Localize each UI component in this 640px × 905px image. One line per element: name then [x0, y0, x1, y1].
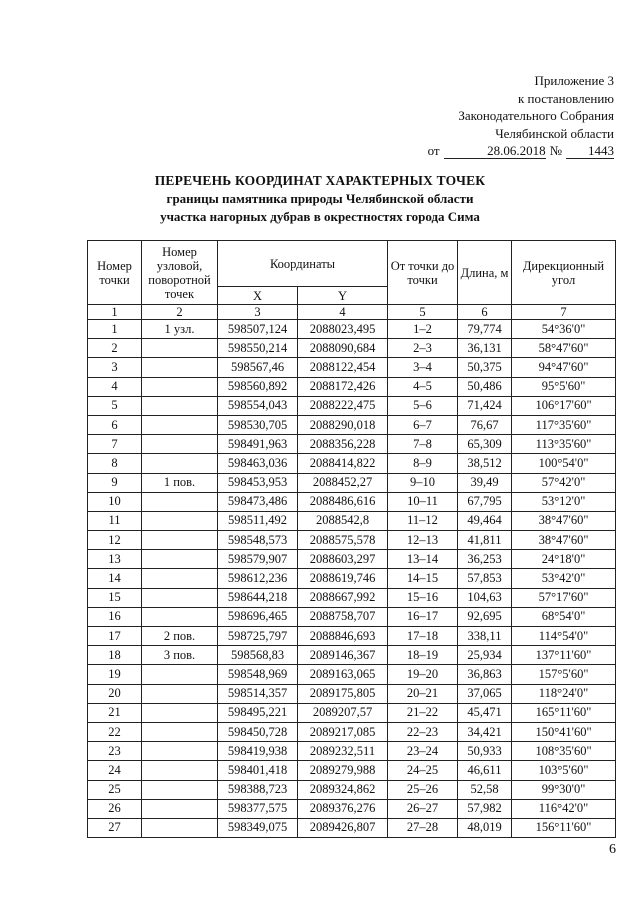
cell-length: 67,795 [458, 492, 512, 511]
cell-node-number [142, 761, 218, 780]
cell-point-number: 12 [88, 531, 142, 550]
cell-x: 598644,218 [218, 588, 298, 607]
cell-angle: 108°35'60" [512, 742, 616, 761]
cell-node-number [142, 415, 218, 434]
cell-length: 104,63 [458, 588, 512, 607]
cell-length: 92,695 [458, 607, 512, 626]
cell-x: 598548,969 [218, 665, 298, 684]
cell-length: 41,811 [458, 531, 512, 550]
cell-angle: 53°42'0" [512, 569, 616, 588]
cell-node-number [142, 799, 218, 818]
cell-x: 598450,728 [218, 722, 298, 741]
table-row [88, 377, 616, 396]
cell-length: 34,421 [458, 722, 512, 741]
cell-from-to: 9–10 [388, 473, 458, 492]
cell-point-number: 10 [88, 492, 142, 511]
cell-x: 598495,221 [218, 703, 298, 722]
cell-point-number: 26 [88, 799, 142, 818]
cell-from-to: 8–9 [388, 454, 458, 473]
cell-angle: 165°11'60" [512, 703, 616, 722]
cell-point-number: 7 [88, 435, 142, 454]
cell-length: 25,934 [458, 646, 512, 665]
cell-point-number: 6 [88, 415, 142, 434]
cell-length: 50,486 [458, 377, 512, 396]
column-number: 5 [388, 305, 458, 320]
cell-angle: 113°35'60" [512, 435, 616, 454]
cell-node-number [142, 377, 218, 396]
table-row [88, 511, 616, 530]
cell-length: 52,58 [458, 780, 512, 799]
column-number: 7 [512, 305, 616, 320]
cell-point-number: 15 [88, 588, 142, 607]
cell-from-to: 22–23 [388, 722, 458, 741]
cell-angle: 24°18'0" [512, 550, 616, 569]
cell-node-number [142, 454, 218, 473]
cell-point-number: 4 [88, 377, 142, 396]
cell-y: 2088414,822 [298, 454, 388, 473]
cell-from-to: 6–7 [388, 415, 458, 434]
cell-from-to: 15–16 [388, 588, 458, 607]
column-number: 1 [88, 305, 142, 320]
cell-node-number: 1 узл. [142, 320, 218, 339]
cell-point-number: 5 [88, 396, 142, 415]
cell-point-number: 18 [88, 646, 142, 665]
cell-point-number: 11 [88, 511, 142, 530]
cell-y: 2089232,511 [298, 742, 388, 761]
cell-node-number [142, 780, 218, 799]
cell-x: 598530,705 [218, 415, 298, 434]
cell-point-number: 9 [88, 473, 142, 492]
cell-x: 598554,043 [218, 396, 298, 415]
table-row [88, 818, 616, 837]
cell-node-number [142, 492, 218, 511]
table-row [88, 569, 616, 588]
appendix-line-assembly: Законодательного Собрания [458, 108, 614, 123]
cell-angle: 157°5'60" [512, 665, 616, 684]
cell-x: 598560,892 [218, 377, 298, 396]
table-row [88, 550, 616, 569]
cell-y: 2088667,992 [298, 588, 388, 607]
cell-length: 57,982 [458, 799, 512, 818]
cell-point-number: 25 [88, 780, 142, 799]
cell-node-number [142, 531, 218, 550]
table-row [88, 780, 616, 799]
resolution-date: 28.06.2018 [444, 144, 546, 159]
cell-y: 2088122,454 [298, 358, 388, 377]
cell-point-number: 13 [88, 550, 142, 569]
cell-y: 2088619,746 [298, 569, 388, 588]
cell-node-number [142, 607, 218, 626]
appendix-title: Приложение 3 [534, 73, 614, 88]
header-from-to: От точки до точки [388, 241, 458, 305]
cell-node-number [142, 684, 218, 703]
cell-node-number [142, 396, 218, 415]
table-row [88, 396, 616, 415]
cell-from-to: 26–27 [388, 799, 458, 818]
cell-node-number [142, 550, 218, 569]
cell-length: 36,131 [458, 339, 512, 358]
cell-node-number [142, 339, 218, 358]
cell-angle: 106°17'60" [512, 396, 616, 415]
cell-node-number [142, 588, 218, 607]
cell-y: 2089217,085 [298, 722, 388, 741]
cell-y: 2088758,707 [298, 607, 388, 626]
cell-y: 2089279,988 [298, 761, 388, 780]
coordinates-table [87, 240, 616, 838]
cell-from-to: 19–20 [388, 665, 458, 684]
cell-y: 2088222,475 [298, 396, 388, 415]
cell-x: 598568,83 [218, 646, 298, 665]
table-row [88, 339, 616, 358]
cell-angle: 100°54'0" [512, 454, 616, 473]
table-row [88, 607, 616, 626]
cell-x: 598507,124 [218, 320, 298, 339]
cell-length: 76,67 [458, 415, 512, 434]
table-row [88, 415, 616, 434]
cell-from-to: 2–3 [388, 339, 458, 358]
cell-from-to: 14–15 [388, 569, 458, 588]
table-row [88, 454, 616, 473]
cell-y: 2089207,57 [298, 703, 388, 722]
cell-x: 598514,357 [218, 684, 298, 703]
cell-y: 2089146,367 [298, 646, 388, 665]
cell-from-to: 25–26 [388, 780, 458, 799]
cell-point-number: 24 [88, 761, 142, 780]
cell-point-number: 2 [88, 339, 142, 358]
table-row [88, 684, 616, 703]
cell-x: 598349,075 [218, 818, 298, 837]
cell-length: 46,611 [458, 761, 512, 780]
cell-y: 2088575,578 [298, 531, 388, 550]
header-length: Длина, м [458, 241, 512, 305]
header-x: X [218, 287, 298, 305]
from-label: от [427, 143, 440, 158]
cell-x: 598401,418 [218, 761, 298, 780]
cell-x: 598419,938 [218, 742, 298, 761]
cell-from-to: 7–8 [388, 435, 458, 454]
cell-point-number: 19 [88, 665, 142, 684]
cell-from-to: 4–5 [388, 377, 458, 396]
cell-angle: 57°42'0" [512, 473, 616, 492]
cell-x: 598696,465 [218, 607, 298, 626]
cell-angle: 58°47'60" [512, 339, 616, 358]
cell-from-to: 27–28 [388, 818, 458, 837]
cell-length: 36,863 [458, 665, 512, 684]
table-row [88, 703, 616, 722]
cell-point-number: 27 [88, 818, 142, 837]
cell-from-to: 1–2 [388, 320, 458, 339]
cell-point-number: 21 [88, 703, 142, 722]
cell-node-number [142, 358, 218, 377]
cell-y: 2088542,8 [298, 511, 388, 530]
cell-from-to: 10–11 [388, 492, 458, 511]
cell-angle: 116°42'0" [512, 799, 616, 818]
cell-length: 338,11 [458, 627, 512, 646]
cell-length: 45,471 [458, 703, 512, 722]
document-subtitle: границы памятника природы Челябинской области [166, 191, 474, 206]
cell-from-to: 23–24 [388, 742, 458, 761]
resolution-number: 1443 [566, 144, 614, 159]
cell-x: 598473,486 [218, 492, 298, 511]
cell-angle: 156°11'60" [512, 818, 616, 837]
appendix-line-region: Челябинской области [495, 125, 614, 141]
cell-length: 50,375 [458, 358, 512, 377]
table-row [88, 742, 616, 761]
cell-y: 2089324,862 [298, 780, 388, 799]
cell-from-to: 12–13 [388, 531, 458, 550]
cell-length: 48,019 [458, 818, 512, 837]
document-title-block [0, 172, 640, 226]
cell-y: 2088356,228 [298, 435, 388, 454]
cell-point-number: 16 [88, 607, 142, 626]
table-row [88, 646, 616, 665]
cell-angle: 53°12'0" [512, 492, 616, 511]
cell-length: 49,464 [458, 511, 512, 530]
cell-from-to: 13–14 [388, 550, 458, 569]
cell-length: 38,512 [458, 454, 512, 473]
cell-node-number [142, 435, 218, 454]
cell-node-number [142, 665, 218, 684]
cell-angle: 118°24'0" [512, 684, 616, 703]
cell-point-number: 1 [88, 320, 142, 339]
cell-x: 598491,963 [218, 435, 298, 454]
cell-point-number: 8 [88, 454, 142, 473]
column-number-row [88, 305, 616, 320]
cell-x: 598511,492 [218, 511, 298, 530]
number-sign: № [549, 143, 562, 158]
column-number: 4 [298, 305, 388, 320]
cell-y: 2088290,018 [298, 415, 388, 434]
cell-node-number [142, 569, 218, 588]
cell-y: 2089163,065 [298, 665, 388, 684]
appendix-line-resolution: к постановлению [517, 90, 614, 106]
cell-x: 598567,46 [218, 358, 298, 377]
cell-point-number: 23 [88, 742, 142, 761]
table-row [88, 627, 616, 646]
table-row [88, 320, 616, 339]
cell-from-to: 24–25 [388, 761, 458, 780]
cell-from-to: 3–4 [388, 358, 458, 377]
document-subtitle-2: участка нагорных дубрав в окрестностях города Сима [160, 209, 480, 224]
cell-point-number: 17 [88, 627, 142, 646]
cell-node-number: 3 пов. [142, 646, 218, 665]
cell-point-number: 3 [88, 358, 142, 377]
cell-point-number: 14 [88, 569, 142, 588]
table-row [88, 473, 616, 492]
appendix-dateline [428, 142, 614, 160]
table-body [88, 305, 616, 838]
header-coordinates: Координаты [218, 241, 388, 287]
cell-angle: 57°17'60" [512, 588, 616, 607]
cell-x: 598388,723 [218, 780, 298, 799]
cell-from-to: 17–18 [388, 627, 458, 646]
cell-angle: 95°5'60" [512, 377, 616, 396]
table-row [88, 761, 616, 780]
header-angle: Дирекционный угол [512, 241, 616, 305]
cell-x: 598453,953 [218, 473, 298, 492]
cell-x: 598725,797 [218, 627, 298, 646]
cell-x: 598550,214 [218, 339, 298, 358]
cell-node-number [142, 818, 218, 837]
cell-length: 65,309 [458, 435, 512, 454]
column-number: 3 [218, 305, 298, 320]
table-row [88, 492, 616, 511]
cell-angle: 150°41'60" [512, 722, 616, 741]
cell-length: 71,424 [458, 396, 512, 415]
header-y: Y [298, 287, 388, 305]
cell-angle: 54°36'0" [512, 320, 616, 339]
header-point-number: Номер точки [88, 241, 142, 305]
cell-node-number [142, 703, 218, 722]
table-row [88, 799, 616, 818]
cell-from-to: 11–12 [388, 511, 458, 530]
cell-angle: 117°35'60" [512, 415, 616, 434]
cell-angle: 99°30'0" [512, 780, 616, 799]
header-node-number: Номер узловой, поворотной точек [142, 241, 218, 305]
cell-y: 2088603,297 [298, 550, 388, 569]
table-row [88, 435, 616, 454]
cell-x: 598612,236 [218, 569, 298, 588]
table-row [88, 665, 616, 684]
cell-y: 2089376,276 [298, 799, 388, 818]
appendix-block [428, 72, 614, 160]
table-row [88, 531, 616, 550]
cell-angle: 38°47'60" [512, 531, 616, 550]
cell-y: 2088090,684 [298, 339, 388, 358]
cell-y: 2088452,27 [298, 473, 388, 492]
cell-point-number: 20 [88, 684, 142, 703]
cell-length: 39,49 [458, 473, 512, 492]
cell-x: 598377,575 [218, 799, 298, 818]
cell-node-number [142, 722, 218, 741]
column-number: 6 [458, 305, 512, 320]
cell-length: 37,065 [458, 684, 512, 703]
cell-node-number: 2 пов. [142, 627, 218, 646]
cell-x: 598463,036 [218, 454, 298, 473]
cell-from-to: 20–21 [388, 684, 458, 703]
cell-y: 2088486,616 [298, 492, 388, 511]
cell-angle: 114°54'0" [512, 627, 616, 646]
cell-angle: 68°54'0" [512, 607, 616, 626]
table-row [88, 722, 616, 741]
cell-angle: 137°11'60" [512, 646, 616, 665]
cell-angle: 103°5'60" [512, 761, 616, 780]
cell-x: 598579,907 [218, 550, 298, 569]
cell-length: 50,933 [458, 742, 512, 761]
cell-y: 2089426,807 [298, 818, 388, 837]
cell-angle: 38°47'60" [512, 511, 616, 530]
cell-y: 2088172,426 [298, 377, 388, 396]
cell-length: 36,253 [458, 550, 512, 569]
cell-from-to: 5–6 [388, 396, 458, 415]
column-number: 2 [142, 305, 218, 320]
table-row [88, 358, 616, 377]
cell-y: 2088846,693 [298, 627, 388, 646]
cell-angle: 94°47'60" [512, 358, 616, 377]
cell-from-to: 21–22 [388, 703, 458, 722]
cell-from-to: 18–19 [388, 646, 458, 665]
page-number: 6 [609, 842, 616, 857]
cell-x: 598548,573 [218, 531, 298, 550]
cell-node-number [142, 511, 218, 530]
cell-point-number: 22 [88, 722, 142, 741]
cell-length: 57,853 [458, 569, 512, 588]
cell-from-to: 16–17 [388, 607, 458, 626]
cell-y: 2088023,495 [298, 320, 388, 339]
table-row [88, 588, 616, 607]
cell-node-number: 1 пов. [142, 473, 218, 492]
cell-node-number [142, 742, 218, 761]
cell-length: 79,774 [458, 320, 512, 339]
cell-y: 2089175,805 [298, 684, 388, 703]
document-title: ПЕРЕЧЕНЬ КООРДИНАТ ХАРАКТЕРНЫХ ТОЧЕК [154, 173, 486, 188]
